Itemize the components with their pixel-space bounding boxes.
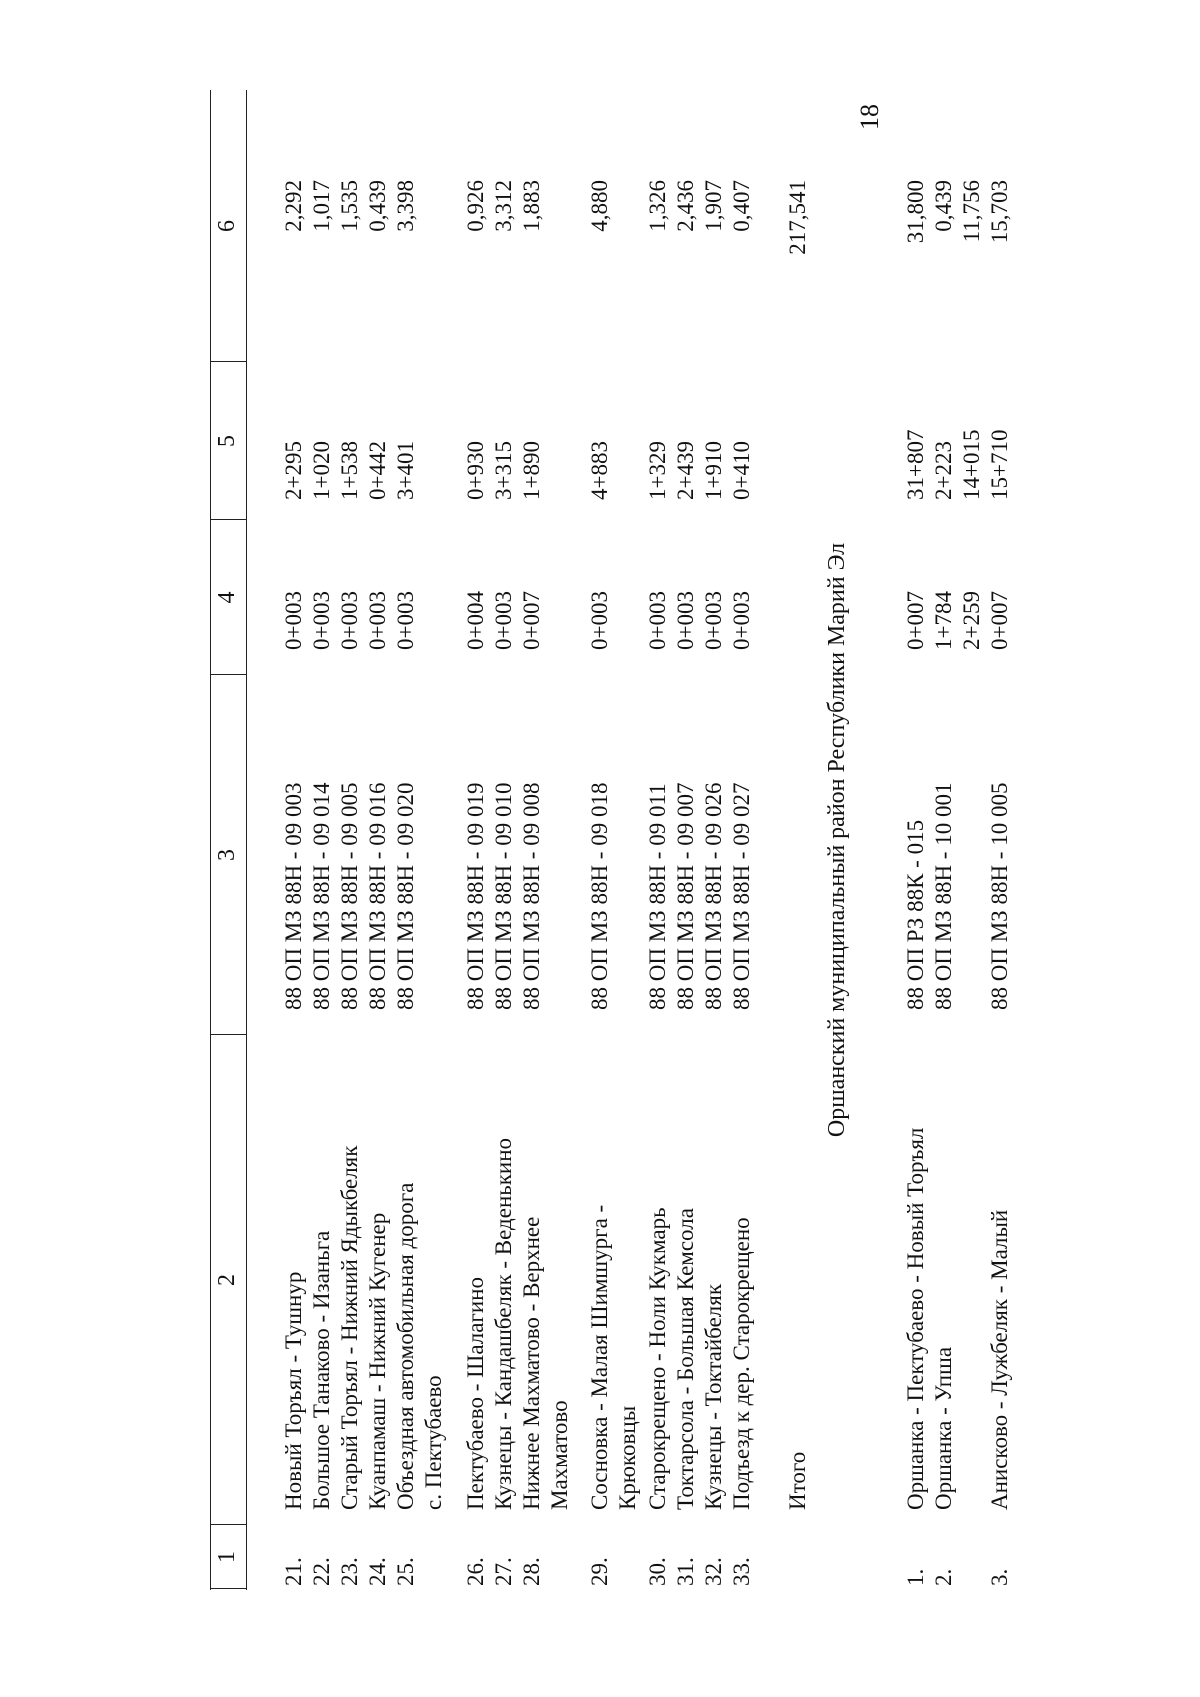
length: 3,312 [491, 180, 516, 232]
rotated-table [210, 90, 1012, 1590]
km-start: 0+003 [491, 591, 516, 650]
col-header-6: 6 [214, 220, 240, 232]
road-name: Оршанка - Упша [931, 1346, 956, 1510]
road-code: 88 ОП МЗ 88Н - 10 005 [987, 782, 1012, 1010]
road-code: 88 ОП РЗ 88К - 015 [903, 819, 928, 1010]
row-number: 2. [931, 1568, 956, 1586]
km-start: 0+003 [337, 591, 362, 650]
road-name: Объездная автомобильная дорога [393, 1182, 418, 1510]
col-header-2: 2 [214, 1274, 240, 1286]
km-start: 0+003 [281, 591, 306, 650]
road-name: Токтарсола - Большая Кемсола [673, 1208, 698, 1510]
road-name: Старокрещено - Ноли Кукмарь [645, 1207, 670, 1510]
length: 3,398 [393, 180, 418, 232]
road-name: Пектубаево - Шалагино [463, 1277, 488, 1510]
km-end: 15+710 [987, 429, 1012, 500]
km-start: 0+003 [393, 591, 418, 650]
length: 1,017 [309, 180, 334, 232]
length: 1,535 [337, 180, 362, 232]
km-end: 1+910 [701, 441, 726, 500]
road-name: Новый Торъял - Тушнур [281, 1271, 306, 1510]
length: 0,439 [931, 180, 956, 232]
road-name: Нижнее Махматово - Верхнее [519, 1216, 544, 1510]
length: 0,407 [729, 180, 754, 232]
km-start: 0+003 [645, 591, 670, 650]
road-name: Старый Торъял - Нижний Ядыкбеляк [337, 1145, 362, 1510]
length: 2,292 [281, 180, 306, 232]
road-name: Сосновка - Малая Шимшурга - [587, 1204, 612, 1510]
km-start: 0+003 [309, 591, 334, 650]
road-name: Кузнецы - Токтайбеляк [701, 1283, 726, 1510]
road-code: 88 ОП МЗ 88Н - 09 016 [365, 782, 390, 1010]
road-name: Оршанка - Пектубаево - Новый Торъял [903, 1127, 928, 1510]
km-end: 31+807 [903, 429, 928, 500]
km-start: 0+007 [987, 591, 1012, 650]
col-header-4: 4 [214, 591, 240, 604]
road-code: 88 ОП МЗ 88Н - 09 018 [587, 782, 612, 1010]
km-end: 3+315 [491, 441, 516, 500]
header-bottom-rule [246, 90, 247, 1590]
length: 4,880 [587, 180, 612, 232]
row-number: 1. [903, 1568, 928, 1586]
row-number: 25. [393, 1557, 418, 1586]
km-end: 0+442 [365, 441, 390, 500]
km-end: 0+930 [463, 441, 488, 500]
section-title: Оршанский муниципальный район Республики Марий Эл [824, 542, 850, 1138]
km-start: 0+003 [729, 591, 754, 650]
road-code: 88 ОП МЗ 88Н - 10 001 [931, 782, 956, 1010]
km-start: 0+007 [903, 591, 928, 650]
km-end: 3+401 [393, 441, 418, 500]
page-number: 18 [855, 104, 884, 130]
length: 2,436 [673, 180, 698, 232]
km-end: 14+015 [959, 429, 984, 500]
road-code: 88 ОП МЗ 88Н - 09 011 [645, 783, 670, 1010]
length: 11,756 [959, 180, 984, 243]
row-number: 23. [337, 1557, 362, 1586]
length: 0,926 [463, 180, 488, 232]
km-end: 2+295 [281, 441, 306, 500]
km-end: 2+439 [673, 441, 698, 500]
table-top-rule [210, 90, 211, 1590]
row-number: 24. [365, 1557, 390, 1586]
road-code: 88 ОП МЗ 88Н - 09 020 [393, 782, 418, 1010]
km-start: 0+003 [587, 591, 612, 650]
length: 1,883 [519, 180, 544, 232]
km-end: 1+890 [519, 441, 544, 500]
length: 1,326 [645, 180, 670, 232]
road-code: 88 ОП МЗ 88Н - 09 005 [337, 782, 362, 1010]
road-name-continuation: Махматово [547, 1400, 572, 1510]
road-code: 88 ОП МЗ 88Н - 09 014 [309, 782, 334, 1010]
km-end: 1+538 [337, 441, 362, 500]
row-number: 28. [519, 1557, 544, 1586]
length: 31,800 [903, 180, 928, 244]
total-label: Итого [785, 1451, 810, 1510]
km-start: 1+784 [931, 591, 956, 650]
road-name: Подъезд к дер. Старокрещено [729, 1217, 754, 1510]
row-number: 33. [729, 1557, 754, 1586]
col-header-5: 5 [214, 435, 240, 447]
road-name: Анисково - Лужбеляк - Малый [987, 1209, 1012, 1510]
km-end: 0+410 [729, 441, 754, 500]
road-code: 88 ОП МЗ 88Н - 09 026 [701, 782, 726, 1010]
km-start: 0+003 [701, 591, 726, 650]
km-end: 2+223 [931, 441, 956, 500]
road-name-continuation: с. Пектубаево [421, 1375, 446, 1510]
row-number: 26. [463, 1557, 488, 1586]
length: 15,703 [987, 180, 1012, 244]
col-header-1: 1 [214, 1551, 240, 1563]
km-start: 0+003 [673, 591, 698, 650]
road-code: 88 ОП МЗ 88Н - 09 007 [673, 782, 698, 1010]
road-code: 88 ОП МЗ 88Н - 09 027 [729, 782, 754, 1010]
row-number: 31. [673, 1557, 698, 1586]
road-name: Кузнецы - Кандашбеляк - Веденькино [491, 1137, 516, 1510]
col-header-3: 3 [214, 849, 240, 861]
km-start: 0+003 [365, 591, 390, 650]
length: 1,907 [701, 180, 726, 232]
road-code: 88 ОП МЗ 88Н - 09 010 [491, 782, 516, 1010]
row-number: 30. [645, 1557, 670, 1586]
row-number: 22. [309, 1557, 334, 1586]
total-value: 217,541 [785, 180, 810, 255]
row-number: 21. [281, 1557, 306, 1586]
row-number: 27. [491, 1557, 516, 1586]
road-name: Куанпамаш - Нижний Кугенер [365, 1212, 390, 1510]
road-name: Большое Танаково - Изаньга [309, 1230, 334, 1510]
row-number: 29. [587, 1557, 612, 1586]
km-start: 2+259 [959, 591, 984, 650]
row-number: 32. [701, 1557, 726, 1586]
row-number: 3. [987, 1568, 1012, 1586]
km-start: 0+007 [519, 591, 544, 650]
km-end: 1+329 [645, 441, 670, 500]
road-code: 88 ОП МЗ 88Н - 09 019 [463, 782, 488, 1010]
km-start: 0+004 [463, 591, 488, 650]
km-end: 1+020 [309, 441, 334, 500]
road-name-continuation: Крюковцы [615, 1405, 640, 1510]
km-end: 4+883 [587, 441, 612, 500]
road-code: 88 ОП МЗ 88Н - 09 003 [281, 782, 306, 1010]
road-code: 88 ОП МЗ 88Н - 09 008 [519, 782, 544, 1010]
length: 0,439 [365, 180, 390, 232]
